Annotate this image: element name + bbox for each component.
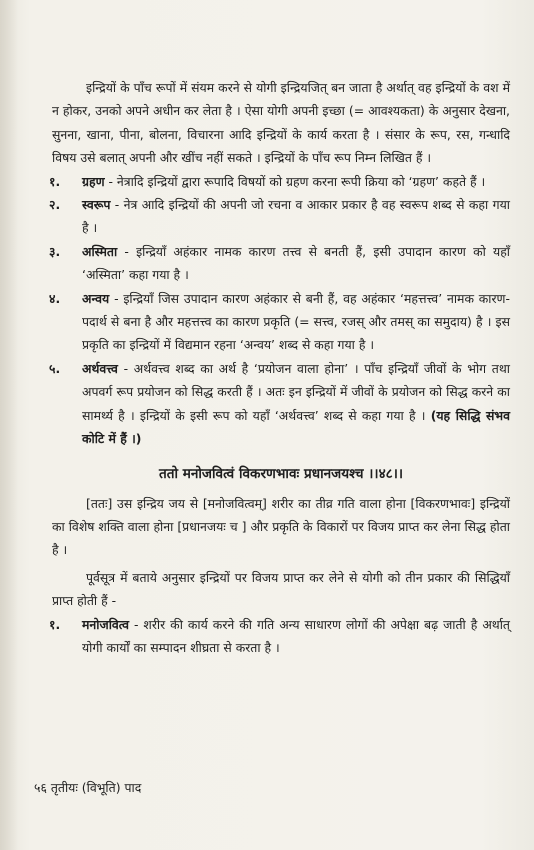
page-footer: ५६ तृतीयः (विभूति) पाद: [34, 780, 142, 795]
item-text: - अर्थवत्त्व शब्द का अर्थ है ‘प्रयोजन वाला होना’ । पाँच इन्द्रियाँ जीवों के भोग तथा अपवर्ग रूप प्रयोजन को सिद्ध करती हैं । अतः इन इन्द्रियों में जीवों के प्रयोजन को सिद्ध करने का सामर्थ्य है । इन्द्रियों के इसी रूप को यहाँ ‘अर्थवत्त्व’ शब्द से कहा गया है ।: [82, 360, 510, 423]
term: अस्मिता: [82, 243, 118, 259]
item-text: - इन्द्रियाँ जिस उपादान कारण अहंकार से बनी हैं, वह अहंकार ‘महत्तत्त्व’ नामक कारण-पदार्थ से बना है और महत्तत्त्व का कारण प्रकृति (= सत्त्व, रजस् और तमस् का समुदाय) है । इस प्रकृति का इन्द्रियों में विद्यमान रहना ‘अन्वय’ शब्द से कहा गया है ।: [82, 290, 510, 353]
item-text: - नेत्र आदि इन्द्रियों की अपनी जो रचना व आकार प्रकार है वह स्वरूप शब्द से कहा गया है ।: [82, 197, 510, 236]
gloss-paragraph: [ततः] उस इन्द्रिय जय से [मनोजवित्वम्] शरीर का तीव्र गति वाला होना [विकरणभावः] इन्द्रियों का विशेष शक्ति वाला होना [प्रधानजयः च ] और प्रकृति के विकारों पर विजय प्राप्त कर लेना सिद्ध होता है ।: [52, 495, 510, 558]
term: ग्रहण: [82, 173, 105, 189]
term: अर्थवत्त्व: [82, 360, 118, 376]
list-item-asmita: ३. अस्मिता - इन्द्रियाँ अहंकार नामक कारण तत्त्व से बनती हैं, इसी उपादान कारण को यहाँ ‘अस्मिता’ कहा गया है ।: [49, 243, 510, 283]
item-note: (यह सिद्धि संभव कोटि में हैं ।): [82, 407, 510, 447]
item-text: - शरीर की कार्य करने की गति अन्य साधारण लोगों की अपेक्षा बढ़ जाती है अर्थात् योगी कार्यों का सम्पादन शीघ्रता से करता है ।: [82, 616, 510, 655]
list-item-arthavattva: ५. अर्थवत्त्व - अर्थवत्त्व शब्द का अर्थ है ‘प्रयोजन वाला होना’ । पाँच इन्द्रियाँ जीवों के भोग तथा अपवर्ग रूप प्रयोजन को सिद्ध करती हैं । अतः इन इन्द्रियों में जीवों के प्रयोजन को सिद्ध करने का सामर्थ्य है । इन्द्रियों के इसी रूप को यहाँ ‘अर्थवत्त्व’ शब्द से कहा गया है । (यह सिद्धि संभव कोटि में हैं ।): [49, 360, 510, 447]
list-item-swaroop: २. स्वरूप - नेत्र आदि इन्द्रियों की अपनी जो रचना व आकार प्रकार है वह स्वरूप शब्द से कहा गया है ।: [49, 197, 510, 236]
intro-paragraph: इन्द्रियों के पाँच रूपों में संयम करने से योगी इन्द्रियजित् बन जाता है अर्थात् वह इन्द्रियों के वश में न होकर, उनको अपने अधीन कर लेता है । ऐसा योगी अपनी इच्छा (= आवश्यकता) के अनुसार देखना, सुनना, खाना, पीना, बोलना, विचारना आदि इन्द्रियों के कार्य करता है । संसार के रूप, रस, गन्धादि विषय उसे बलात् अपनी और खींच नहीं सकते । इन्द्रियों के पाँच रूप निम्न लिखित हैं ।: [52, 80, 510, 166]
term: स्वरूप: [82, 197, 111, 213]
item-text: - नेत्रादि इन्द्रियों द्वारा रूपादि विषयों को ग्रहण करना रूपी क्रिया को ‘ग्रहण’ कहते हैं ।: [104, 173, 486, 189]
list-item-anvay: ४. अन्वय - इन्द्रियाँ जिस उपादान कारण अहंकार से बनी हैं, वह अहंकार ‘महत्तत्त्व’ नामक कारण-पदार्थ से बना है और महत्तत्त्व का कारण प्रकृति (= सत्त्व, रजस् और तमस् का समुदाय) है । इस प्रकृति का इन्द्रियों में विद्यमान रहना ‘अन्वय’ शब्द से कहा गया है ।: [49, 290, 510, 353]
term: अन्वय: [82, 290, 110, 306]
list-item-grahan: १. ग्रहण - नेत्रादि इन्द्रियों द्वारा रूपादि विषयों को ग्रहण करना रूपी क्रिया को ‘ग्रहण’ कहते हैं ।: [49, 173, 486, 189]
list-item-manojavitva: १. मनोजवित्व - शरीर की कार्य करने की गति अन्य साधारण लोगों की अपेक्षा बढ़ जाती है अर्थात् योगी कार्यों का सम्पादन शीघ्रता से करता है ।: [49, 616, 510, 655]
item-text: - इन्द्रियाँ अहंकार नामक कारण तत्त्व से बनती हैं, इसी उपादान कारण को यहाँ ‘अस्मिता’ कहा गया है ।: [82, 243, 510, 283]
term: मनोजवित्व: [82, 616, 129, 632]
page-gutter-shadow: [0, 0, 18, 850]
commentary-paragraph: पूर्वसूत्र में बताये अनुसार इन्द्रियों पर विजय प्राप्त कर लेने से योगी को तीन प्रकार की सिद्धियाँ प्राप्त होती हैं -: [52, 569, 510, 609]
sutra-heading: ततो मनोजवित्वं विकरणभावः प्रधानजयश्च ।।४८।।: [158, 465, 404, 482]
